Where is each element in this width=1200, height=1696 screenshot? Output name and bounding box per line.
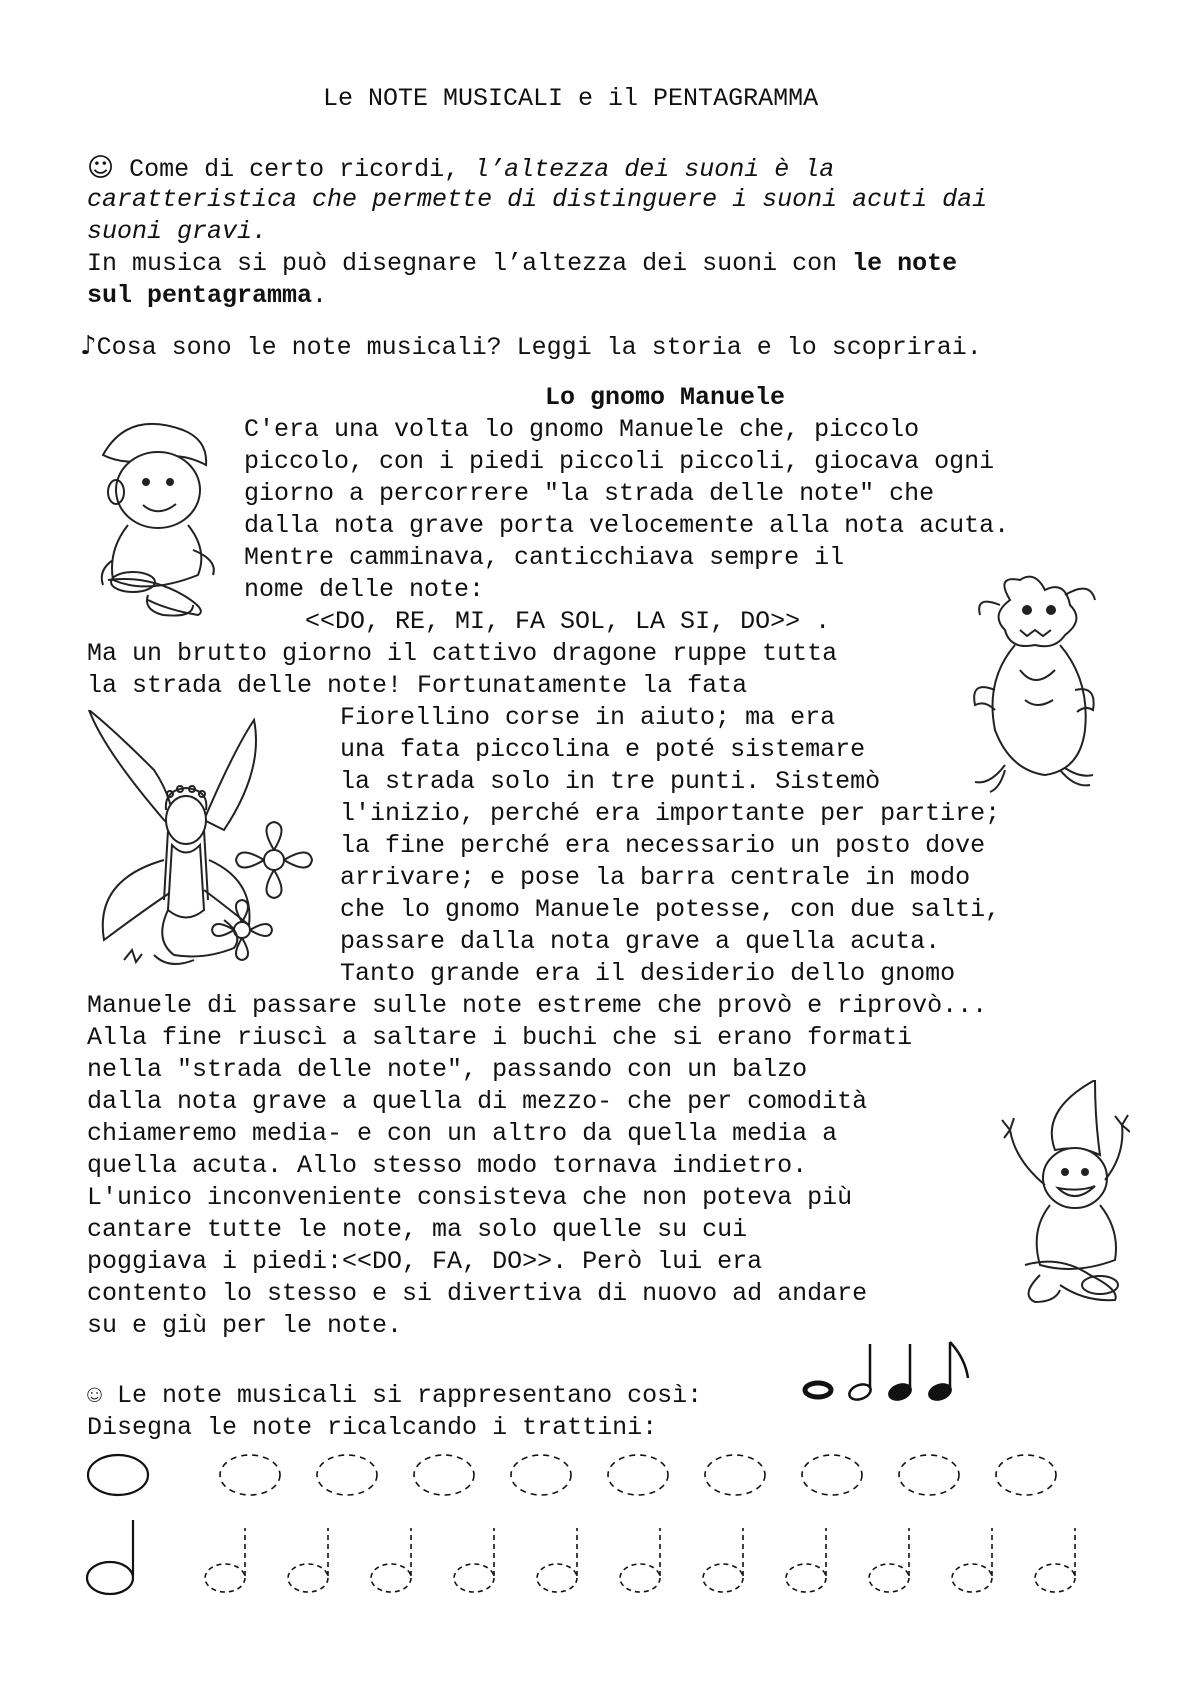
story-line: L'unico inconveniente consisteva che non poteva più: [87, 1183, 853, 1212]
notes-line-1: ☺ Le note musicali si rappresentano così:: [87, 1381, 703, 1410]
question-text: Cosa sono le note musicali? Leggi la storia e lo scoprirai.: [96, 333, 982, 362]
music-note-icon: ♪: [80, 331, 97, 361]
intro-line-5: [87, 280, 327, 312]
intro-text-plain-2: In musica si può disegnare l’altezza dei suoni con: [87, 249, 853, 278]
story-line: cantare tutte le note, ma solo quelle su cui: [87, 1215, 748, 1244]
story-line: la strada delle note! Fortunatamente la fata: [87, 671, 748, 700]
story-line: Fiorellino corse in aiuto; ma era: [340, 703, 836, 732]
story-line: nome delle note:: [244, 575, 485, 604]
intro-text-end: .: [312, 281, 328, 310]
intro-line-1: [87, 152, 834, 186]
story-line: piccolo, con i piedi piccoli piccoli, giocava ogni: [244, 447, 995, 476]
half-notes-tracing-row: [85, 1518, 1095, 1598]
intro-text-italic: l’altezza dei suoni è la: [474, 155, 835, 184]
story-line: nella "strada delle note", passando con un balzo: [87, 1055, 808, 1084]
story-line: dalla nota grave porta velocemente alla nota acuta.: [244, 511, 1010, 540]
whole-notes-tracing-row: [85, 1450, 1085, 1500]
story-heading: Lo gnomo Manuele: [545, 383, 786, 412]
story-line: la fine perché era necessario un posto dove: [340, 831, 986, 860]
story-line: Mentre camminava, canticchiava sempre il: [244, 543, 845, 572]
story-line: l'inizio, perché era importante per partire;: [340, 799, 1001, 828]
question-line: [80, 330, 982, 364]
story-line: Manuele di passare sulle note estreme che provò e riprovò...: [87, 991, 988, 1020]
story-line: <<DO, RE, MI, FA SOL, LA SI, DO>> .: [305, 607, 831, 636]
intro-text-bold: le note: [852, 249, 958, 278]
gnome-cheering-illustration: [1000, 1080, 1130, 1305]
story-line: quella acuta. Allo stesso modo tornava indietro.: [87, 1151, 808, 1180]
story-line: chiameremo media- e con un altro da quella media a: [87, 1119, 838, 1148]
intro-text-bold-2: sul pentagramma: [87, 281, 313, 310]
smiley-icon: ☺: [87, 153, 115, 183]
story-line: arrivare; e pose la barra centrale in modo: [340, 863, 971, 892]
gnome-sitting-illustration: [88, 410, 228, 620]
story-line: Alla fine riuscì a saltare i buchi che si erano formati: [87, 1023, 913, 1052]
story-line: C'era una volta lo gnomo Manuele che, piccolo: [244, 415, 920, 444]
dragon-illustration: [965, 570, 1100, 795]
fairy-illustration: [84, 710, 324, 980]
story-line: che lo gnomo Manuele potesse, con due salti,: [340, 895, 1001, 924]
intro-line-4: [87, 248, 957, 280]
story-line: una fata piccolina e poté sistemare: [340, 735, 866, 764]
notes-line-2: Disegna le note ricalcando i trattini:: [87, 1413, 658, 1442]
story-line: su e giù per le note.: [87, 1311, 403, 1340]
story-line: giorno a percorrere "la strada delle note" che: [244, 479, 935, 508]
story-line: dalla nota grave a quella di mezzo- che per comodità: [87, 1087, 868, 1116]
note-types-icon: [800, 1338, 980, 1406]
story-line: contento lo stesso e si divertiva di nuovo ad andare: [87, 1279, 868, 1308]
story-line: Tanto grande era il desiderio dello gnomo: [340, 959, 956, 988]
story-line: passare dalla nota grave a quella acuta.: [340, 927, 941, 956]
intro-line-2: caratteristica che permette di distinguere i suoni acuti dai: [87, 185, 988, 214]
story-line: poggiava i piedi:<<DO, FA, DO>>. Però lui era: [87, 1247, 763, 1276]
page-title: Le NOTE MUSICALI e il PENTAGRAMMA: [323, 84, 819, 113]
intro-line-3: suoni gravi.: [87, 217, 268, 246]
story-line: la strada solo in tre punti. Sistemò: [340, 767, 881, 796]
story-line: Ma un brutto giorno il cattivo dragone ruppe tutta: [87, 639, 838, 668]
intro-text-plain: Come di certo ricordi,: [114, 155, 475, 184]
